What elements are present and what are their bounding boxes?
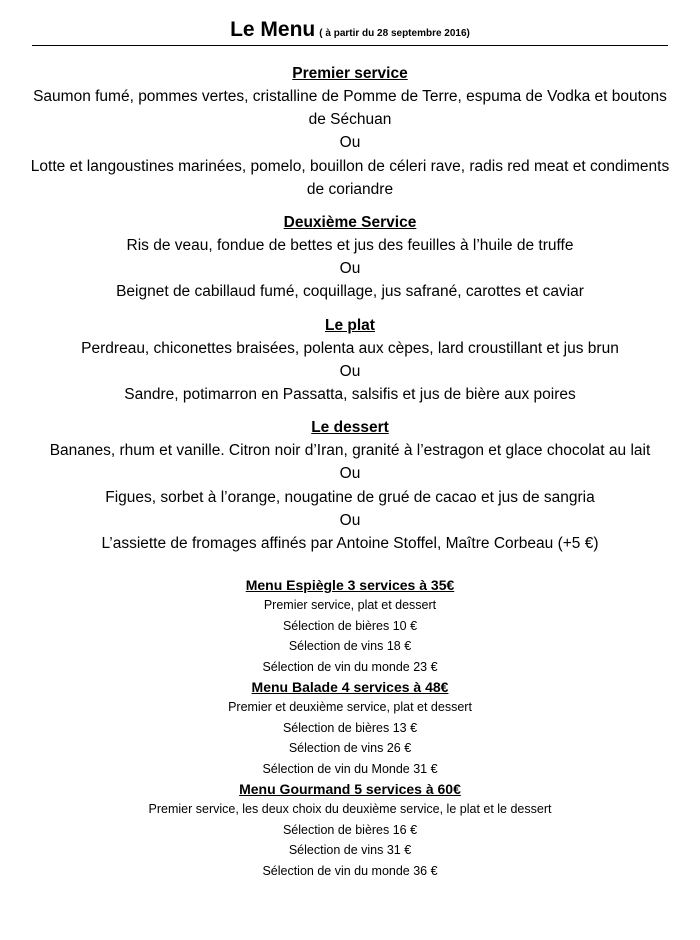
formula-line: Sélection de vin du monde 23 € — [262, 659, 438, 674]
course-section — [28, 212, 672, 304]
header-divider — [32, 45, 668, 46]
separator-ou: Ou — [339, 465, 361, 483]
dish-item: Perdreau, chiconettes braisées, polenta aux cèpes, lard croustillant et jus brun — [81, 339, 619, 357]
formula-line: Premier service, plat et dessert — [263, 598, 437, 613]
course-section — [28, 63, 672, 201]
formula-line: Sélection de vins 26 € — [288, 741, 412, 756]
formula-line: Sélection de bières 16 € — [282, 822, 418, 837]
dish-item: L’assiette de fromages affinés par Antoine Stoffel, Maître Corbeau (+5 €) — [101, 535, 599, 553]
dish-item: Ris de veau, fondue de bettes et jus des feuilles à l’huile de truffe — [126, 237, 574, 255]
separator-ou: Ou — [339, 260, 361, 278]
formula-line: Premier et deuxième service, plat et dessert — [228, 700, 472, 715]
section-title: Le plat — [325, 316, 375, 334]
menu-body — [28, 63, 672, 881]
formula-block — [28, 575, 672, 677]
course-section — [28, 315, 672, 407]
dish-item: Figues, sorbet à l’orange, nougatine de grué de cacao et jus de sangria — [105, 488, 595, 506]
formula-line: Sélection de vins 31 € — [288, 843, 412, 858]
course-section — [28, 417, 672, 555]
page-title: Le Menu — [230, 18, 316, 41]
section-title: Premier service — [292, 65, 408, 82]
formula-line: Sélection de bières 13 € — [282, 720, 418, 735]
formula-line: Sélection de vin du Monde 31 € — [262, 761, 438, 776]
formula-title: Menu Balade 4 services à 48€ — [251, 679, 449, 696]
menu-header — [32, 18, 668, 42]
section-title: Le dessert — [311, 419, 389, 437]
formula-title: Menu Espiègle 3 services à 35€ — [245, 577, 455, 594]
formula-title: Menu Gourmand 5 services à 60€ — [239, 781, 461, 798]
formula-block — [28, 677, 672, 779]
formula-line: Sélection de vins 18 € — [288, 639, 412, 654]
dish-item: Sandre, potimarron en Passatta, salsifis et jus de bière aux poires — [124, 386, 576, 404]
separator-ou: Ou — [339, 134, 361, 152]
separator-ou: Ou — [339, 511, 361, 529]
dish-item: Lotte et langoustines marinées, pomelo, bouillon de céleri rave, radis red meat et condiments de coriandre — [30, 157, 670, 198]
dish-item: Saumon fumé, pommes vertes, cristalline de Pomme de Terre, espuma de Vodka et boutons de Séchuan — [33, 88, 667, 129]
formula-block — [28, 779, 672, 881]
menu-formulas — [28, 575, 672, 881]
separator-ou: Ou — [339, 362, 361, 380]
dish-item: Bananes, rhum et vanille. Citron noir d’Iran, granité à l’estragon et glace chocolat au lait — [49, 442, 651, 460]
formula-line: Sélection de vin du monde 36 € — [262, 863, 438, 878]
formula-line: Sélection de bières 10 € — [282, 618, 418, 633]
dish-item: Beignet de cabillaud fumé, coquillage, jus safrané, carottes et caviar — [116, 283, 584, 301]
section-title: Deuxième Service — [283, 214, 417, 232]
formula-line: Premier service, les deux choix du deuxième service, le plat et le dessert — [148, 802, 552, 817]
course-sections — [28, 63, 672, 555]
validity-date: ( à partir du 28 septembre 2016) — [319, 28, 470, 39]
